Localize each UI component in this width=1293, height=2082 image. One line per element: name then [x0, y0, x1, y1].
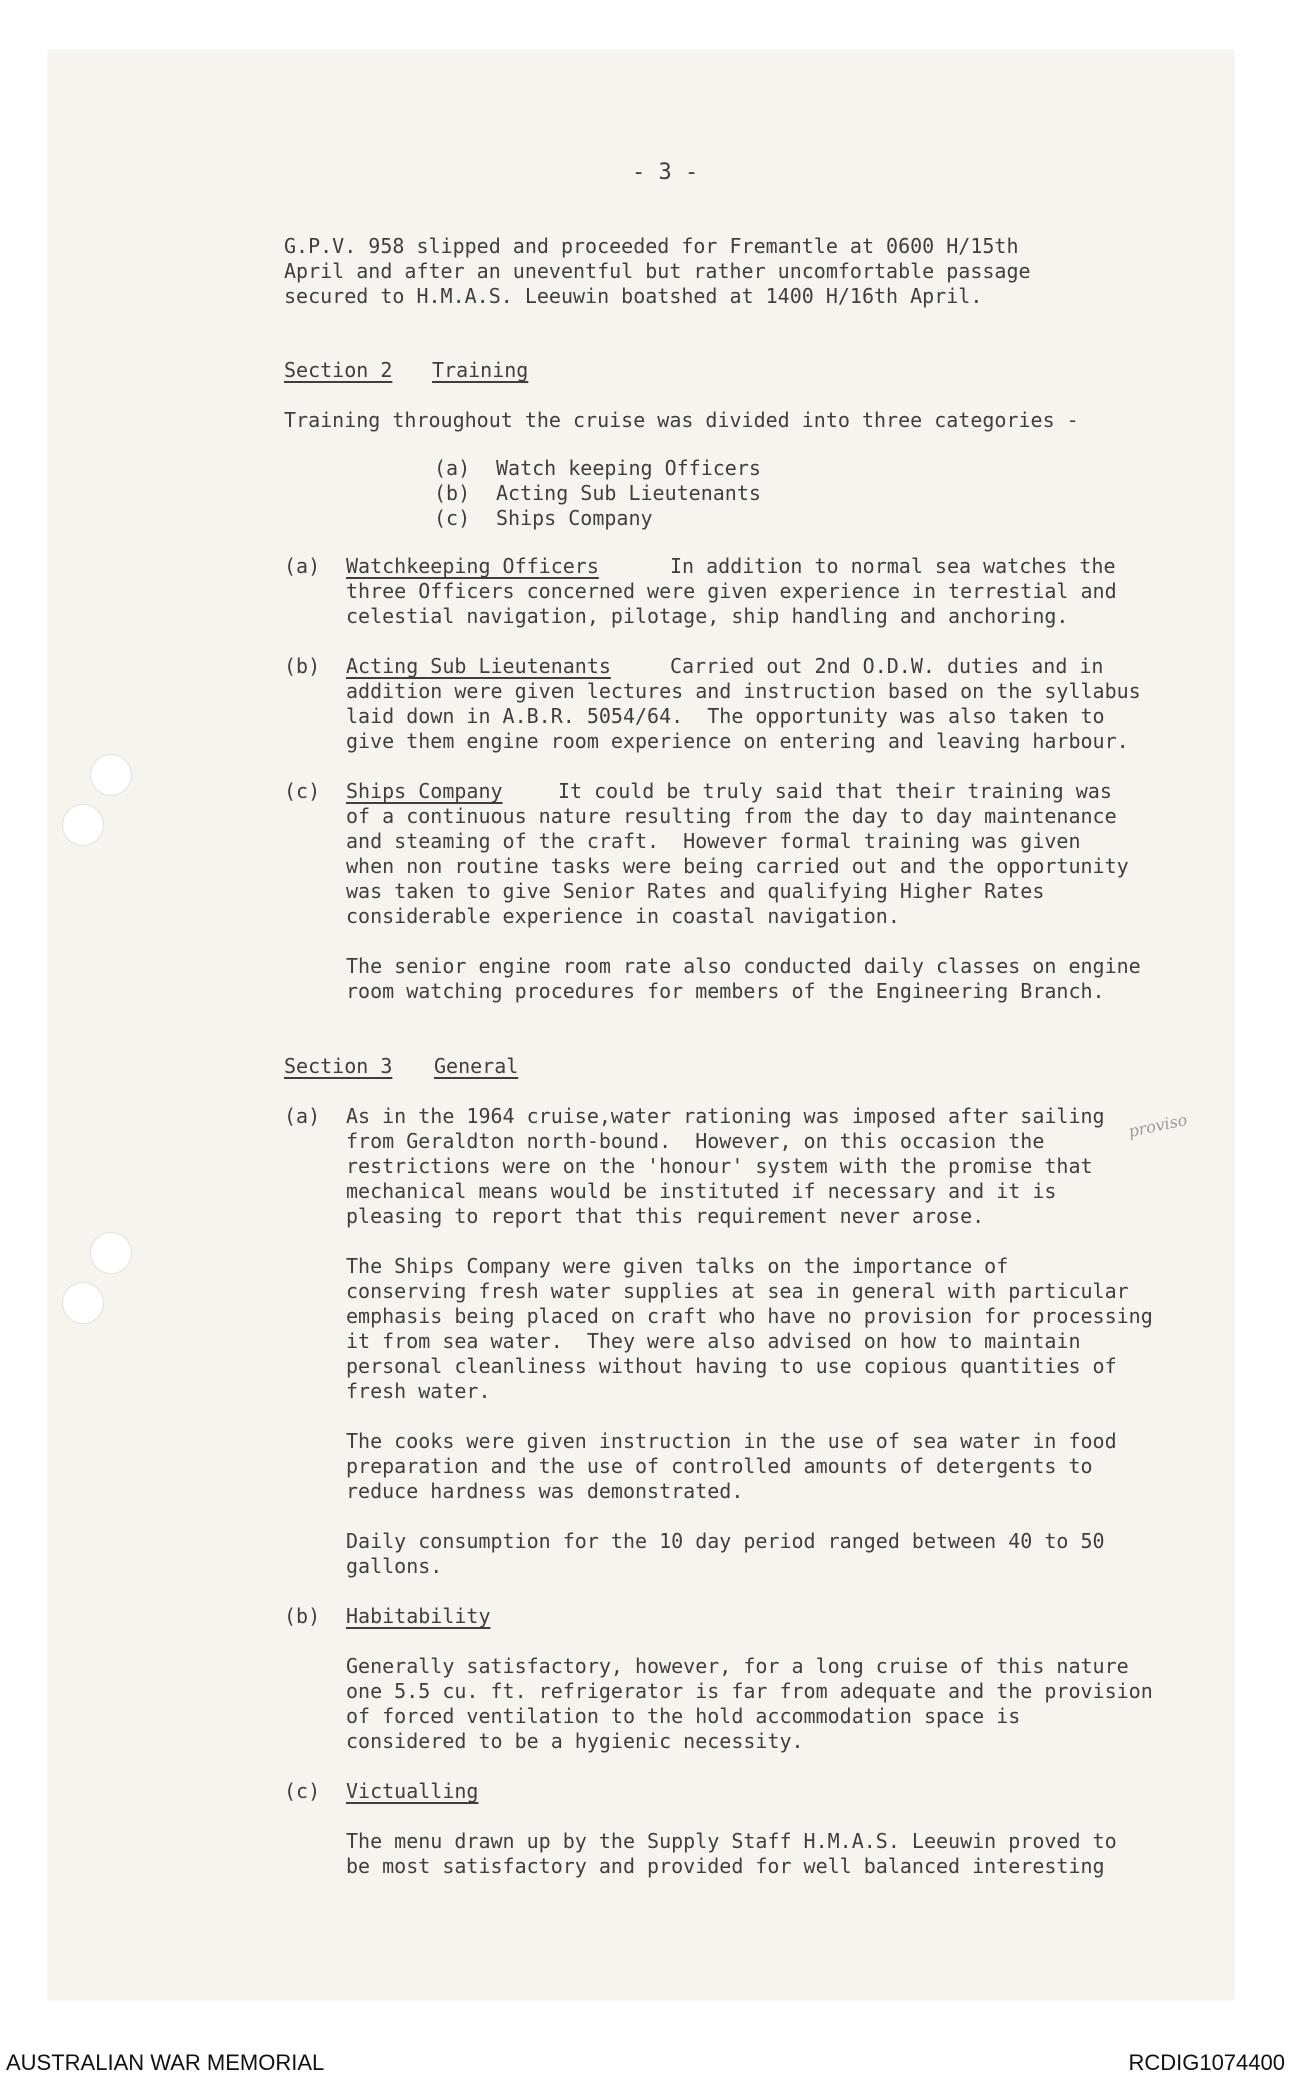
category-marker: (c)	[434, 506, 471, 530]
paragraph-line: mechanical means would be instituted if necessary and it is	[346, 1179, 1057, 1203]
paragraph-line: The Ships Company were given talks on the importance of	[346, 1254, 1009, 1278]
paragraph-line: gallons.	[346, 1554, 443, 1578]
paragraph-line: of a continuous nature resulting from the day to day maintenance	[346, 804, 1117, 828]
punch-hole	[90, 754, 132, 796]
paragraph-line: In addition to normal sea watches the	[670, 554, 1116, 578]
punch-hole	[90, 1232, 132, 1274]
section-3-title: General	[434, 1054, 519, 1078]
paragraph-line: personal cleanliness without having to use copious quantities of	[346, 1354, 1117, 1378]
paragraph-line: addition were given lectures and instruction based on the syllabus	[346, 679, 1141, 703]
paragraph-line: The menu drawn up by the Supply Staff H.M.A.S. Leeuwin proved to	[346, 1829, 1117, 1853]
paragraph-line: As in the 1964 cruise,water rationing was imposed after sailing	[346, 1104, 1105, 1128]
paragraph-line: restrictions were on the 'honour' system with the promise that	[346, 1154, 1093, 1178]
paragraph-line: Carried out 2nd O.D.W. duties and in	[670, 654, 1104, 678]
paragraph-line: it from sea water. They were also advised on how to maintain	[346, 1329, 1081, 1353]
paragraph-line: one 5.5 cu. ft. refrigerator is far from adequate and the provision	[346, 1679, 1153, 1703]
intro-line: G.P.V. 958 slipped and proceeded for Fremantle at 0600 H/15th	[284, 234, 1019, 258]
item-heading: Habitability	[346, 1604, 491, 1628]
paragraph-line: when non routine tasks were being carried out and the opportunity	[346, 854, 1129, 878]
item-marker: (a)	[284, 554, 321, 578]
intro-line: April and after an uneventful but rather uncomfortable passage	[284, 259, 1031, 283]
handwritten-margin-note: proviso	[1126, 1110, 1189, 1141]
paragraph-line: from Geraldton north-bound. However, on this occasion the	[346, 1129, 1045, 1153]
item-heading: Victualling	[346, 1779, 479, 1803]
paragraph-line: Generally satisfactory, however, for a long cruise of this nature	[346, 1654, 1129, 1678]
paragraph-line: be most satisfactory and provided for well balanced interesting	[346, 1854, 1105, 1878]
paragraph-line: The senior engine room rate also conducted daily classes on engine	[346, 954, 1141, 978]
section-2-title: Training	[432, 358, 529, 382]
item-marker: (a)	[284, 1104, 321, 1128]
paragraph-line: three Officers concerned were given experience in terrestial and	[346, 579, 1117, 603]
paragraph-line: considered to be a hygienic necessity.	[346, 1729, 804, 1753]
category-item: Watch keeping Officers	[496, 456, 761, 480]
item-marker: (b)	[284, 1604, 321, 1628]
paragraph-line: pleasing to report that this requirement never arose.	[346, 1204, 985, 1228]
punch-hole	[62, 804, 104, 846]
paragraph-line: give them engine room experience on entering and leaving harbour.	[346, 729, 1129, 753]
item-marker: (b)	[284, 654, 321, 678]
intro-line: secured to H.M.A.S. Leeuwin boatshed at 1400 H/16th April.	[284, 284, 983, 308]
paragraph-line: conserving fresh water supplies at sea in general with particular	[346, 1279, 1129, 1303]
punch-hole	[62, 1282, 104, 1324]
paragraph-line: reduce hardness was demonstrated.	[346, 1479, 744, 1503]
record-id: RCDIG1074400	[1128, 2050, 1285, 2075]
paragraph-line: Daily consumption for the 10 day period ranged between 40 to 50	[346, 1529, 1105, 1553]
paragraph-line: room watching procedures for members of the Engineering Branch.	[346, 979, 1105, 1003]
paragraph-line: laid down in A.B.R. 5054/64. The opportunity was also taken to	[346, 704, 1105, 728]
section-2-lead: Training throughout the cruise was divided into three categories -	[284, 408, 1079, 432]
archive-name: AUSTRALIAN WAR MEMORIAL	[6, 2050, 325, 2075]
section-3-number: Section 3	[284, 1054, 393, 1078]
paragraph-line: was taken to give Senior Rates and qualifying Higher Rates	[346, 879, 1045, 903]
paragraph-line: of forced ventilation to the hold accommodation space is	[346, 1704, 1021, 1728]
paragraph-line: The cooks were given instruction in the use of sea water in food	[346, 1429, 1117, 1453]
paragraph-line: preparation and the use of controlled amounts of detergents to	[346, 1454, 1093, 1478]
item-heading: Ships Company	[346, 779, 503, 803]
category-marker: (a)	[434, 456, 471, 480]
paragraph-line: It could be truly said that their training was	[558, 779, 1112, 803]
page-number: - 3 -	[632, 160, 699, 185]
paragraph-line: celestial navigation, pilotage, ship handling and anchoring.	[346, 604, 1069, 628]
item-heading: Watchkeeping Officers	[346, 554, 599, 578]
category-item: Ships Company	[496, 506, 653, 530]
paragraph-line: fresh water.	[346, 1379, 491, 1403]
paragraph-line: and steaming of the craft. However formal training was given	[346, 829, 1081, 853]
section-2-number: Section 2	[284, 358, 393, 382]
item-marker: (c)	[284, 779, 321, 803]
item-heading: Acting Sub Lieutenants	[346, 654, 611, 678]
paragraph-line: considerable experience in coastal navigation.	[346, 904, 900, 928]
category-marker: (b)	[434, 481, 471, 505]
item-marker: (c)	[284, 1779, 321, 1803]
category-item: Acting Sub Lieutenants	[496, 481, 761, 505]
paragraph-line: emphasis being placed on craft who have no provision for processing	[346, 1304, 1153, 1328]
